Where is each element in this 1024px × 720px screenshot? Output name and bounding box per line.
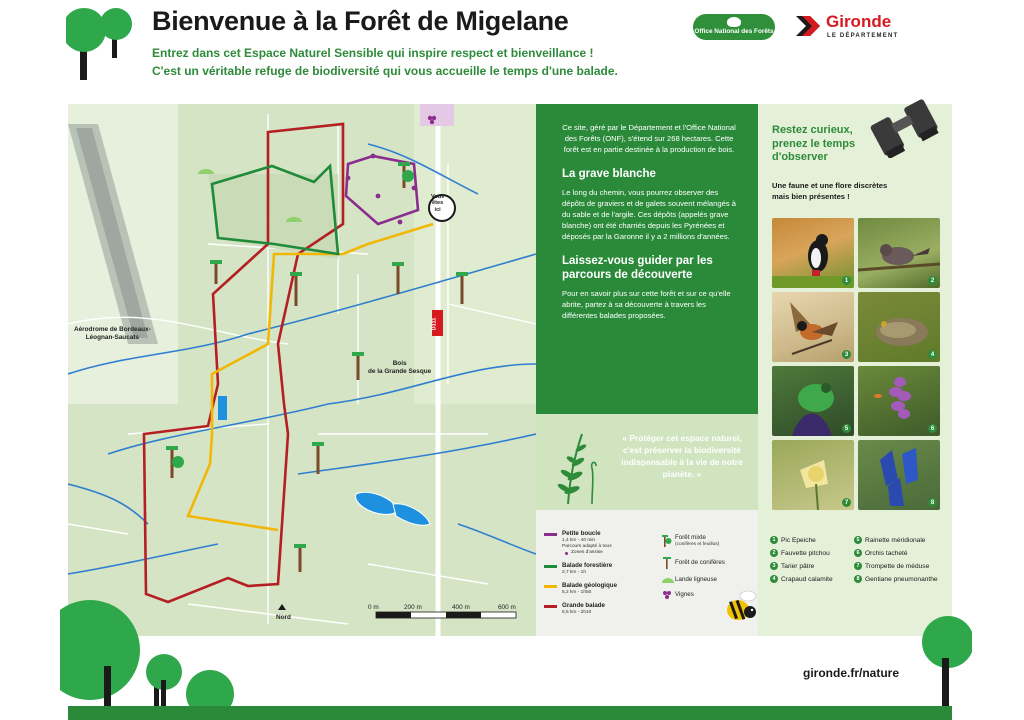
you-are-here-label-1: Vous [431, 194, 445, 200]
trail-map-drawing [68, 104, 536, 636]
observe-title-1: Restez curieux, [772, 124, 853, 136]
scale-label-200: 200 m [404, 604, 422, 611]
trail-map [68, 104, 536, 636]
binoculars-icon [868, 96, 942, 158]
photo-number-5: 5 [842, 424, 851, 433]
seat-dot-icon [565, 552, 568, 555]
subtitle-line-1: Entrez dans cet Espace Naturel Sensible qui inspire respect et bienveillance ! [152, 46, 594, 60]
species-number-5: 5 [854, 536, 862, 544]
north-label: Nord [276, 614, 291, 621]
species-item-6 [854, 549, 908, 557]
header-tree-illustration [66, 0, 138, 84]
legend-vignes: Vignes [675, 591, 694, 598]
observe-title-2: prenez le temps [772, 137, 856, 150]
photo-crapaud-calamite [858, 292, 940, 362]
heath-icon [662, 576, 674, 584]
photo-trompette-de-meduse [772, 440, 854, 510]
onf-logo [693, 14, 775, 40]
scale-label-0: 0 m [368, 604, 379, 611]
photo-number-2: 2 [928, 276, 937, 285]
species-name-7: Trompette de méduse [865, 562, 930, 570]
photo-fauvette-pitchou [858, 218, 940, 288]
species-number-8: 8 [854, 575, 862, 583]
species-number-6: 6 [854, 549, 862, 557]
legend-grande-balade-detail: 6,5 km - 2h10 [562, 610, 592, 615]
onf-logo-text: Office National des Forêts [694, 28, 774, 35]
photo-gentiane-pneumonanthe [858, 440, 940, 510]
species-number-1: 1 [770, 536, 778, 544]
species-number-4: 4 [770, 575, 778, 583]
info-panel [536, 104, 758, 414]
bois-label-1: Bois [392, 360, 407, 367]
species-item-3 [770, 562, 814, 570]
legend-balade-forestiere-detail: 2,7 km - 1h [562, 570, 586, 575]
fern-icon [548, 428, 606, 506]
legend-balade-forestiere: Balade forestière [562, 562, 613, 569]
species-item-4 [770, 575, 833, 583]
aerodrome-label-1: Aérodrome de Bordeaux- [74, 326, 151, 333]
bois-label-2: de la Grande Sesque [368, 368, 432, 375]
species-name-6: Orchis tacheté [865, 549, 908, 557]
legend-accessible: Parcours adapté à tous [562, 544, 612, 549]
photo-number-3: 3 [842, 350, 851, 359]
footer-url[interactable]: gironde.fr/nature [803, 666, 900, 680]
legend-petite-boucle-detail: 1,4 km - 40 min [562, 538, 596, 543]
observe-subtitle [772, 180, 887, 202]
photo-orchis-tachete [858, 366, 940, 436]
intro-text: Ce site, géré par le Département et l'Office National des Forêts (ONF), s'étend sur 268 hectares. Cette forêt est en partie destinée à la production de bois. [562, 123, 736, 154]
photo-number-4: 4 [928, 350, 937, 359]
species-name-1: Pic Epeiche [781, 536, 816, 544]
legend-grande-balade: Grande balade [562, 602, 605, 609]
legend-swatch-petite-boucle [544, 533, 557, 536]
photo-number-1: 1 [842, 276, 851, 285]
observe-subtitle-1: Une faune et une flore discrètes [772, 181, 888, 190]
you-are-here-label-2: êtes [432, 200, 444, 207]
species-item-5 [854, 536, 925, 544]
photo-tarier-patre [772, 292, 854, 362]
species-name-5: Rainette méridionale [865, 536, 926, 544]
species-item-1 [770, 536, 816, 544]
conifer-forest-icon [662, 556, 672, 570]
scale-bar [376, 612, 516, 618]
parcours-heading: Laissez-vous guider par les parcours de découverte [562, 255, 713, 281]
gironde-logo-mark-icon [794, 12, 822, 40]
grave-blanche-heading: La grave blanche [562, 168, 656, 180]
legend-seats: Zones d'assise [571, 550, 603, 555]
legend-swatch-balade-forestiere [544, 565, 557, 568]
legend-swatch-balade-geologique [544, 585, 557, 588]
legend-lande-ligneuse: Lande ligneuse [675, 576, 717, 583]
footer-trees-right [912, 598, 972, 710]
photo-number-7: 7 [842, 498, 851, 507]
legend-swatch-grande-balade [544, 605, 557, 608]
species-item-8 [854, 575, 938, 583]
photo-pic-epeiche [772, 218, 854, 288]
species-name-4: Crapaud calamite [781, 575, 833, 583]
road-d111-label: D111 [431, 317, 438, 331]
species-name-2: Fauvette pitchou [781, 549, 830, 557]
observe-title [772, 124, 855, 165]
species-name-8: Gentiane pneumonanthe [865, 575, 938, 583]
page-title: Bienvenue à la Forêt de Migelane [152, 6, 569, 36]
species-number-7: 7 [854, 562, 862, 570]
species-item-2 [770, 549, 830, 557]
you-are-here-label-3: ici [434, 206, 441, 213]
legend-foret-coniferes: Forêt de conifères [675, 559, 725, 566]
species-number-3: 3 [770, 562, 778, 570]
scale-label-600: 600 m [498, 604, 516, 611]
photo-number-6: 6 [928, 424, 937, 433]
gironde-logo-name: Gironde [826, 12, 892, 31]
subtitle-line-2: C'est un véritable refuge de biodiversité qui vous accueille le temps d'une balade. [152, 64, 618, 78]
footer-bar [68, 706, 952, 720]
observe-subtitle-2: mais bien présentes ! [772, 192, 850, 201]
species-item-7 [854, 562, 929, 570]
photo-rainette-meridionale [772, 366, 854, 436]
observe-title-3: d'observer [772, 151, 828, 163]
grave-blanche-text: Le long du chemin, vous pourrez observer des dépôts de graviers et de galets souvent mélangés à du sable et de l'argile. Ces dépôts (appelés grave blanche) ont été charriés depuis les Pyrénées et déposés par la Garonne il y a 2 millions d'années. [562, 188, 736, 241]
species-number-2: 2 [770, 549, 778, 557]
vineyard-legend-icon [662, 590, 672, 600]
quote-text: « Protéger cet espace naturel, c'est préserver la biodiversité indispensable à la vie de notre planète. » [621, 433, 743, 479]
legend-petite-boucle: Petite boucle [562, 530, 601, 537]
onf-tree-icon [727, 17, 741, 27]
gironde-logo-subtitle: LE DÉPARTEMENT [827, 33, 899, 39]
mixed-forest-icon [662, 534, 672, 548]
photo-number-8: 8 [928, 498, 937, 507]
footer-trees-left [60, 600, 240, 710]
legend-balade-geologique: Balade géologique [562, 582, 618, 589]
scale-label-400: 400 m [452, 604, 470, 611]
route-legend [544, 530, 654, 622]
aerodrome-label-2: Léognan-Saucats [85, 334, 139, 341]
legend-foret-mixte-detail: (conifères et feuillus) [675, 542, 720, 547]
species-name-3: Tarier pâtre [781, 562, 815, 570]
legend-foret-mixte: Forêt mixte [675, 534, 706, 541]
legend-balade-geologique-detail: 5,2 km - 1h50 [562, 590, 592, 595]
parcours-text: Pour en savoir plus sur cette forêt et sur ce qu'elle abrite, partez à sa découverte à travers les différentes balades proposées. [562, 289, 731, 320]
